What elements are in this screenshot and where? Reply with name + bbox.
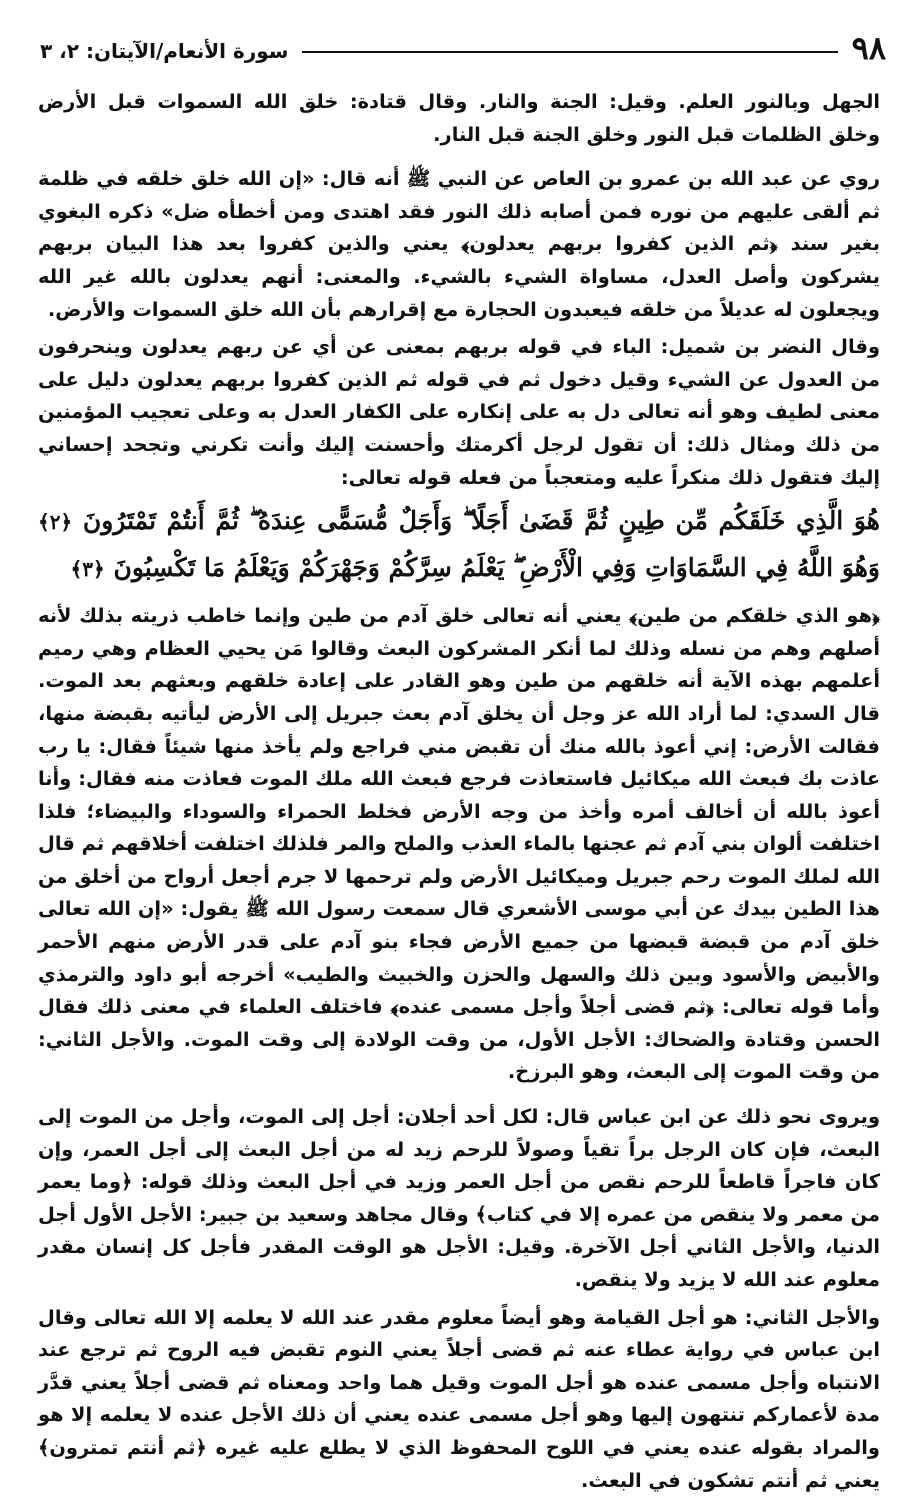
page-body — [38, 86, 880, 1502]
surah-title: سورة الأنعام/الآيتان: ٢، ٣ — [40, 39, 289, 63]
paragraph: روي عن عبد الله بن عمرو بن العاص عن النبي ﷺ أنه قال: «إن الله خلق خلقه في ظلمة ثم ألقى عليهم من نوره فمن أصابه ذلك النور فقد اهتدى ومن أخطأه ضل» ذكره البغوي بغير سند ﴿ثم الذين كفروا بربهم يعدلون﴾ يعني والذين كفروا بعد هذا البيان بربهم يشركون وأصل العدل، مساواة الشيء بالشيء. والمعنى: أنهم يعدلون بالله غير الله ويجعلون له عديلاً من خلقه فيعبدون الحجارة مع إقرارهم بأن الله خلق السموات والأرض. — [38, 167, 880, 321]
header-rule — [302, 51, 837, 53]
page-header — [40, 28, 886, 68]
paragraph: ويروى نحو ذلك عن ابن عباس قال: لكل أحد أجلان: أجل إلى الموت، وأجل من الموت إلى البعث، فإن كان الرجل براً تقياً وصولاً للرحم زيد له من أجل البعث إلى أجل العمر، وإن كان فاجراً قاطعاً للرحم نقص من أجل العمر وزيد في أجل البعث وذلك قوله: ﴿وما يعمر من معمر ولا ينقص من عمره إلا في كتاب﴾ وقال مجاهد وسعيد بن جبير: الأجل الأول أجل الدنيا، والأجل الثاني أجل الآخرة. وقيل: الأجل هو الوقت المقدر فأجل كل إنسان مقدر معلوم عند الله لا يزيد ولا ينقص. — [38, 1105, 880, 1291]
page-number: ٩٨ — [851, 29, 886, 67]
paragraph: الجهل وبالنور العلم. وقيل: الجنة والنار. وقال قتادة: خلق الله السموات قبل الأرض وخلق الظلمات قبل النور وخلق الجنة قبل النار. — [38, 90, 880, 146]
ayah-number-2: ﴿٢﴾ — [38, 510, 73, 535]
paragraph: والأجل الثاني: هو أجل القيامة وهو أيضاً معلوم مقدر عند الله لا يعلمه إلا الله تعالى وقال ابن عباس في رواية عطاء عنه ثم قضى أجلاً يعني النوم تقبض فيه الروح ثم ترجع عند الانتباه وأجل مسمى عنده هو أجل الموت وقيل هما واحد ومعناه ثم قضى أجلاً يعني قدَّر مدة لأعماركم تنتهون إليها وهو أجل مسمى عنده يعني أن ذلك الأجل عنده لا يعلمه إلا هو والمراد بقوله عنده يعني في اللوح المحفوظ الذي لا يطلع عليه غيره ﴿ثم أنتم تمترون﴾ يعني ثم أنتم تشكون في البعث. — [38, 1305, 880, 1492]
ayah-number-3: ﴿٣﴾ — [70, 557, 105, 582]
verse-ayah-2: هُوَ الَّذِي خَلَقَكُم مِّن طِينٍ ثُمَّ قَضَىٰ أَجَلًا ۖ وَأَجَلٌ مُّسَمًّى عِندَهُ ۖ ثُمَّ أَنتُمْ تَمْتَرُونَ — [82, 506, 880, 536]
verse-ayah-3: وَهُوَ اللَّهُ فِي السَّمَاوَاتِ وَفِي الْأَرْضِ ۖ يَعْلَمُ سِرَّكُمْ وَجَهْرَكُمْ وَيَعْلَمُ مَا تَكْسِبُونَ — [113, 553, 880, 583]
paragraph: وقال النضر بن شميل: الباء في قوله بربهم بمعنى عن أي عن ربهم يعدلون وينحرفون من العدول عن الشيء وقيل دخول ثم في قوله ثم الذين كفروا بربهم يعدلون دليل على معنى لطيف وهو أنه تعالى دل به على إنكاره على الكفار العدل به وعلى تعجيب المؤمنين من ذلك ومثال ذلك: أن تقول لرجل أكرمتك وأحسنت إليك وأنت تكرني وتجحد إحساني إليك فتقول ذلك منكراً عليه ومتعجباً من فعله قوله تعالى: — [38, 335, 880, 489]
paragraph: ﴿هو الذي خلقكم من طين﴾ يعني أنه تعالى خلق آدم من طين وإنما خاطب ذريته بذلك لأنه أصلهم وهم من نسله وذلك لما أنكر المشركون البعث وقالوا مَن يحيي العظام وهي رميم أعلمهم بهذه الآية أنه خلقهم من طين وهو القادر على إعادة خلقهم وبعثهم بعد الموت. قال السدي: لما أراد الله عز وجل أن يخلق آدم بعث جبريل إلى الأرض ليأتيه بقبضة منها، فقالت الأرض: إني أعوذ بالله منك أن تقبض مني فراجع ولم يأخذ منها شيئاً فقال: يا رب عاذت بك فبعث الله ميكائيل فاستعاذت فرجع فبعث الله ملك الموت فعاذت منه فقال: وأنا أعوذ بالله أن أخالف أمره وأخذ من وجه الأرض فخلط الحمراء والسوداء والبيضاء؛ فلذا اختلفت ألوان بني آدم ثم عجنها بالماء العذب والملح والمر فلذلك اختلفت أخلاقهم ثم قال الله لملك الموت رحم جبريل وميكائيل الأرض ولم ترحمها لا جرم أجعل أرواح من أخلق من هذا الطين بيدك عن أبي موسى الأشعري قال سمعت رسول الله ﷺ يقول: «إن الله تعالى خلق آدم من قبضة قبضها من جميع الأرض فجاء بنو آدم على قدر الأرض منهم الأحمر والأبيض والأسود وبين ذلك والسهل والحزن والخبيث والطيب» أخرجه أبو داود والترمذي وأما قوله تعالى: ﴿ثم قضى أجلاً وأجل مسمى عنده﴾ فاختلف العلماء في معنى ذلك فقال الحسن وقتادة والضحاك: الأجل الأول، من وقت الولادة إلى وقت الموت. والأجل الثاني: من وقت الموت إلى البعث، وهو البرزخ. — [38, 604, 880, 1084]
quran-verse-block — [38, 498, 880, 592]
